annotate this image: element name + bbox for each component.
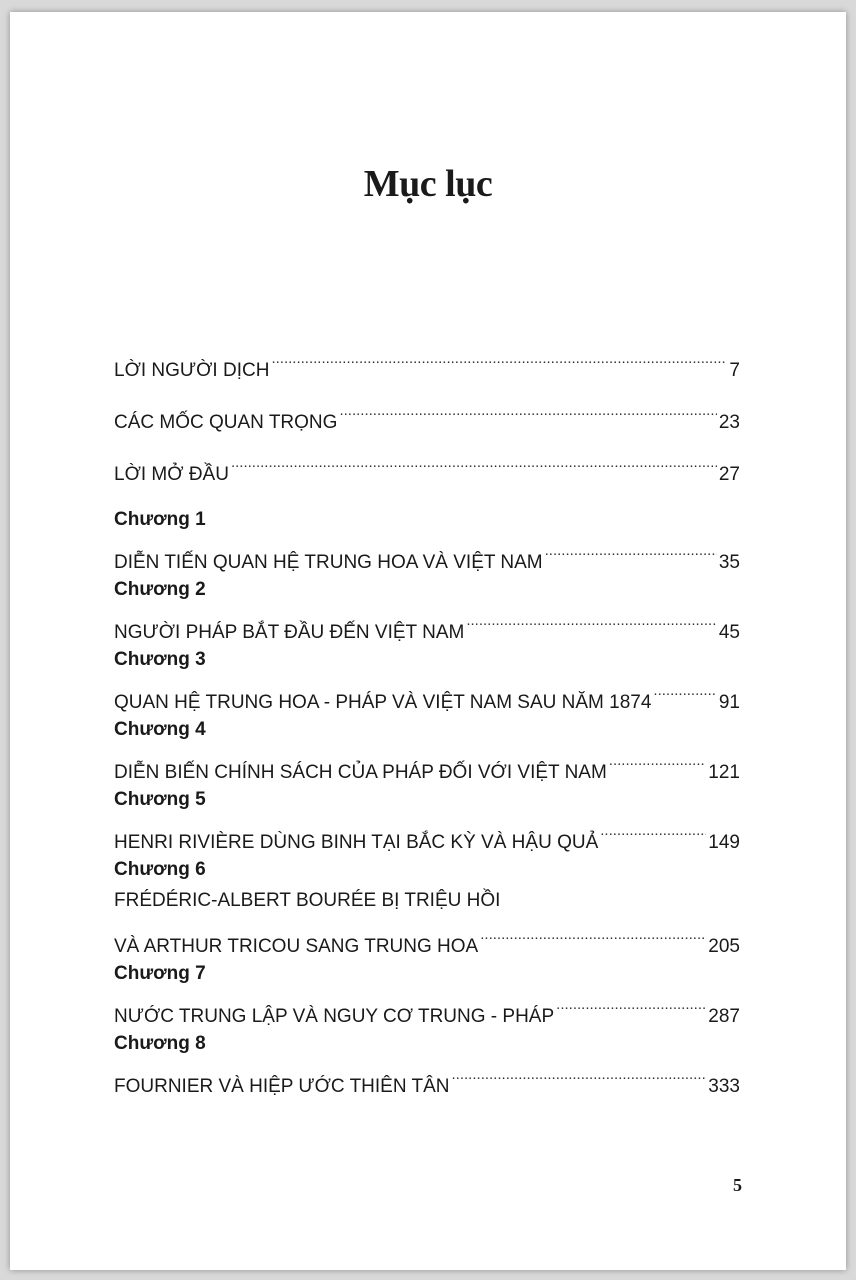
chapter-heading: Chương 4 — [114, 719, 206, 740]
chapter-heading: Chương 8 — [114, 1033, 206, 1054]
toc-chapter-4 — [114, 716, 740, 783]
chapter-heading: Chương 1 — [114, 509, 206, 530]
dot-leader — [231, 446, 717, 480]
toc-chapter-2 — [114, 576, 740, 643]
table-of-contents — [114, 342, 740, 1097]
chapter-page: 91 — [718, 692, 740, 713]
chapter-title: DIỄN TIẾN QUAN HỆ TRUNG HOA VÀ VIỆT NAM — [114, 552, 543, 573]
dot-leader — [480, 918, 706, 952]
chapter-page: 205 — [708, 936, 740, 957]
toc-chapter-7 — [114, 960, 740, 1027]
toc-chapter-6 — [114, 856, 740, 957]
toc-entry-page: 23 — [718, 412, 740, 433]
dot-leader — [271, 342, 727, 376]
book-page — [10, 12, 846, 1270]
chapter-title: QUAN HỆ TRUNG HOA - PHÁP VÀ VIỆT NAM SAU NĂM 1874 — [114, 692, 652, 713]
chapter-heading: Chương 2 — [114, 579, 206, 600]
toc-entry-label: CÁC MỐC QUAN TRỌNG — [114, 412, 338, 433]
chapter-page: 45 — [718, 622, 740, 643]
dot-leader — [556, 988, 706, 1022]
dot-leader — [653, 674, 716, 708]
dot-leader — [600, 814, 706, 848]
toc-chapter-8 — [114, 1030, 740, 1097]
dot-leader — [339, 394, 716, 428]
toc-chapter-5 — [114, 786, 740, 853]
chapter-page: 35 — [718, 552, 740, 573]
dot-leader — [466, 604, 717, 638]
page-title: Mục lục — [363, 163, 493, 205]
toc-entry-label: LỜI MỞ ĐẦU — [114, 464, 229, 485]
toc-entry-milestones — [114, 394, 740, 446]
chapter-heading: Chương 6 — [114, 859, 206, 880]
chapter-title-line-1: FRÉDÉRIC-ALBERT BOURÉE BỊ TRIỆU HỒI — [114, 890, 501, 911]
toc-entry-page: 7 — [729, 360, 740, 381]
chapter-page: 287 — [708, 1006, 740, 1027]
chapter-heading: Chương 5 — [114, 789, 206, 810]
dot-leader — [452, 1058, 707, 1092]
chapter-heading: Chương 3 — [114, 649, 206, 670]
chapter-title-line-2: VÀ ARTHUR TRICOU SANG TRUNG HOA — [114, 936, 479, 957]
chapter-title: NGƯỜI PHÁP BẮT ĐẦU ĐẾN VIỆT NAM — [114, 622, 465, 643]
toc-entry-page: 27 — [718, 464, 740, 485]
chapter-title: NƯỚC TRUNG LẬP VÀ NGUY CƠ TRUNG - PHÁP — [114, 1006, 555, 1027]
chapter-title: HENRI RIVIÈRE DÙNG BINH TẠI BẮC KỲ VÀ HẬU QUẢ — [114, 832, 599, 853]
page-number: 5 — [733, 1175, 742, 1195]
chapter-heading: Chương 7 — [114, 963, 206, 984]
dot-leader — [545, 534, 717, 568]
toc-entry-introduction — [114, 446, 740, 498]
toc-entry-label: LỜI NGƯỜI DỊCH — [114, 360, 270, 381]
chapter-page: 149 — [708, 832, 740, 853]
chapter-title: DIỄN BIẾN CHÍNH SÁCH CỦA PHÁP ĐỐI VỚI VIỆT NAM — [114, 762, 607, 783]
chapter-page: 121 — [708, 762, 740, 783]
toc-chapter-3 — [114, 646, 740, 713]
toc-chapter-1 — [114, 506, 740, 573]
chapter-title: FOURNIER VÀ HIỆP ƯỚC THIÊN TÂN — [114, 1076, 450, 1097]
dot-leader — [609, 744, 707, 778]
chapter-page: 333 — [708, 1076, 740, 1097]
toc-entry-translator-note — [114, 342, 740, 394]
